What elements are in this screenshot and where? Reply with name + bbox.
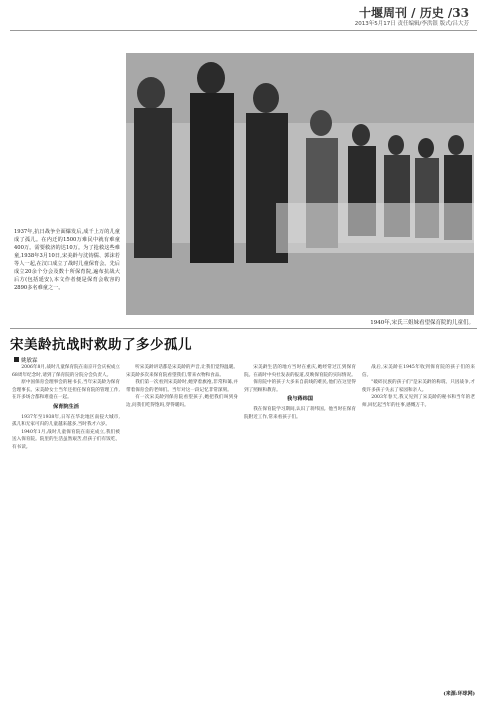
- byline-square-icon: [14, 357, 19, 362]
- article-headline: 宋美龄抗战时救助了多少孤儿: [10, 337, 192, 353]
- paragraph: 原中国保育会理事会的秘书长,当年宋美龄为保育会理事长。宋美龄女士当年还担任保育院的管理工作,在许多场合都和难童在一起。: [12, 380, 120, 401]
- author-byline: [14, 356, 38, 364]
- paragraph: 1937年至1938年,日军在华北地区南侵大城市,孤儿和无家可归的儿童越来越多,当时我才六岁。: [12, 414, 120, 428]
- paragraph: 保育院中的孩子大多来自前线的难民,他们在这里得到了照顾和教育。: [244, 380, 356, 393]
- paragraph: 战后,宋美龄在1945年收到保育院的孩子们的来信。: [362, 365, 475, 378]
- paragraph: 2006年8月,战时儿童保育院在南京开会庆祝成立68周年纪念时,请到了保育院的分院分会负责人。: [12, 365, 120, 378]
- article-column-2: [126, 364, 238, 694]
- article-column-3: [244, 364, 356, 694]
- photo-caption: 1940年,宋氏三姐妹看望保育院的儿童们。: [370, 320, 474, 326]
- paragraph: 听宋美龄讲话都是宋美龄的声音,让我们觉得温暖。宋美龄多次来保育院看望我们,带来衣物和食品。: [126, 365, 238, 378]
- section-heading: 保育院生活: [53, 403, 79, 410]
- article-column-4: [362, 364, 475, 684]
- paragraph: "破碎民族的孩子们"是宋美龄的称谓。只因战争,才使许多孩子失去了家园和亲人。: [362, 380, 475, 393]
- paragraph: 宋美龄生活的地方当时在重庆,她经常过江到保育院。在战时中央社发表的报道,反映保育院的实际情况。: [244, 365, 356, 378]
- historical-photo: [126, 53, 474, 315]
- paragraph: 有一次宋美龄到保育院看望孩子,她把我们叫到身边,问我们吃得饱吗,穿得暖吗。: [126, 395, 238, 408]
- article-column-1: [12, 364, 120, 694]
- author-name: 姚敏霖: [21, 358, 38, 364]
- paragraph: 1940年1月,战时儿童保育院在南充成立,我们被送入保育院。院里的生活虽然艰苦,但孩子们有饭吃、有书读。: [12, 429, 120, 450]
- date-line: 2013年5月17日 责任编辑/李洪银 版式/吕大芳: [354, 21, 469, 27]
- masthead: [0, 0, 487, 30]
- headline-rule: [10, 328, 477, 329]
- photo-intro-text: 1937年,抗日战争全面爆发后,成千上万的儿童成了孤儿。在内迁的1500万难民中就有难童400万。需要救济的达10万。为了抢救这些难童,1938年3月10日,宋美龄与沈钧儒、郭沫若等人一起,在汉口成立了战时儿童保育会。先后成立20余个分会及数十所保育院,遍布抗战大后方(包括延安),本文作者便是保育会收容的2890多名难童之一。: [14, 229, 120, 291]
- source-credit: (来源:环球网): [443, 691, 475, 697]
- paragraph: 我在保育院学习期间,认识了蒋纬国。他当时在保育院附近工作,常来看孩子们。: [244, 406, 356, 420]
- paragraph: 2003年春天,我又见到了宋美龄的秘书和当年的老师,回忆起当年的往事,感慨万千。: [362, 395, 475, 408]
- section-title: 十堰周刊 / 历史 /33: [359, 6, 469, 20]
- masthead-rule: [10, 30, 477, 31]
- paragraph: 我们第一次看到宋美龄时,她穿着旗袍,非常和蔼,并带着保育会的老师们。当年对这一段记忆非常深刻。: [126, 380, 238, 393]
- section-heading: 我与蒋纬国: [287, 396, 313, 403]
- photo-illustration: [126, 53, 474, 315]
